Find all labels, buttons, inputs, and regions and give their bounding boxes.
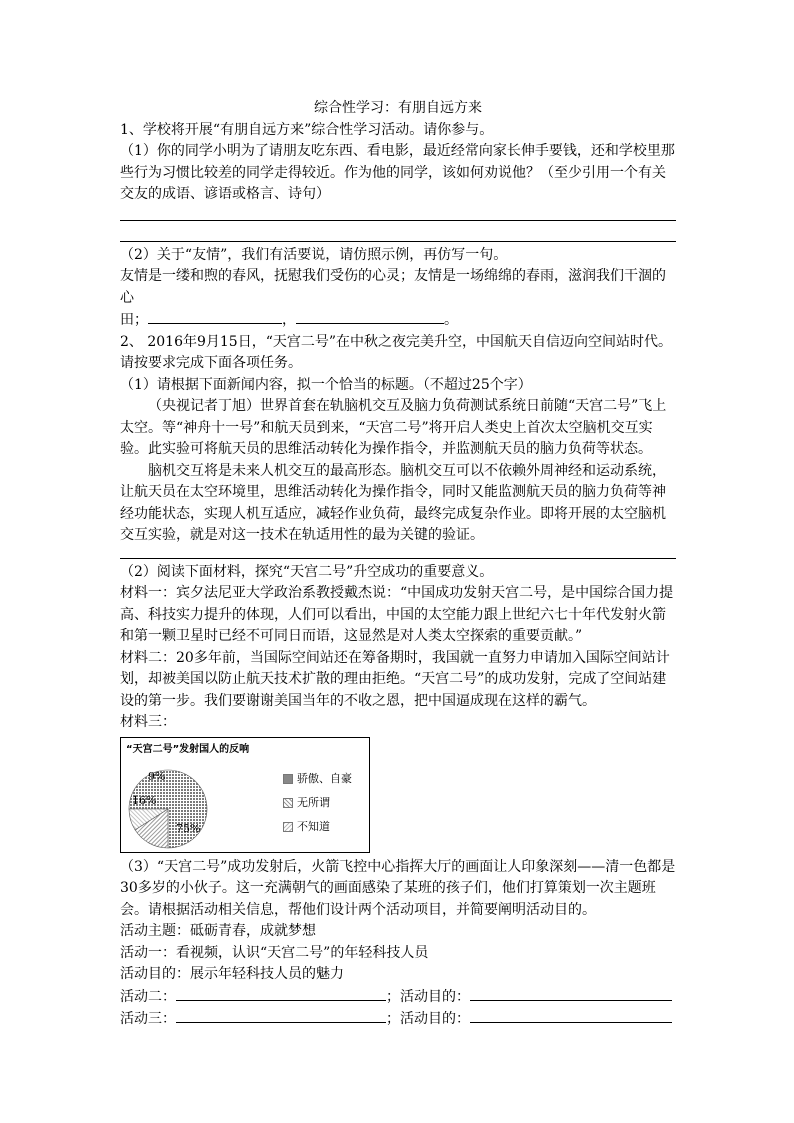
legend-label: 无所谓 [297,795,330,809]
q2-heading: 2、 2016年9月15日，“天宫二号”在中秋之夜完美升空，中国航天自信迈向空间站时代。请按要求完成下面各项任务。 [120,333,673,371]
blank-field[interactable] [148,309,282,324]
activity-1: 活动一：看视频，认识“天宫二号”的年轻科技人员 [120,944,429,961]
q1-heading: 1、学校将开展“有朋自远方来”综合性学习活动。请你参与。 [120,121,494,138]
activity-1-purpose: 活动目的：展示年轻科技人员的魅力 [120,966,344,982]
slice-label: 16% [132,793,157,807]
activity-2-label: 活动二： [120,988,176,1005]
activity-2-row [120,986,676,1009]
worksheet [120,98,676,1031]
chart-legend [283,772,352,844]
activity-2-field[interactable] [176,986,386,1001]
q2-sub3: （3）“天宫二号”成功发射后，火箭飞控中心指挥大厅的画面让人印象深刻——清一色都是30多岁的小伙子。这一充满朝气的画面感染了某班的孩子们，他们打算策划一次主题班会。请根据活动相关信息，帮他们设计两个活动项目，并简要阐明活动目的。 [120,858,676,918]
activity-theme: 活动主题：砥砺青春，成就梦想 [120,923,316,939]
material-2: 材料二：20多年前，当国际空间站还在筹备期时，我国就一直努力申请加入国际空间站计划，却被美国以防止航天技术扩散的理由拒绝。“天宫二号”的成功发射，完成了空间站建设的第一步。我们要谢谢美国当年的不收之恩，把中国逼成现在这样的霸气。 [120,649,670,709]
example-end: 田； [120,312,148,328]
activity-3-row [120,1008,676,1031]
separator: ， [282,312,296,328]
q1-sub2: （2）关于“友情”，我们有活要说，请仿照示例，再仿写一句。 [120,246,508,263]
q2-sub1: （1）请根据下面新闻内容，拟一个恰当的标题。（不超过25个字） [120,376,532,393]
period: 。 [444,312,458,328]
activity-3-label: 活动三： [120,1011,176,1027]
purpose-2-field[interactable] [470,986,672,1001]
slice-label: 9% [148,769,166,783]
purpose-label: ；活动目的： [386,988,470,1005]
chart-title: “天宫二号”发射国人的反响 [126,743,250,755]
legend-item [283,796,352,810]
slice-label: 75% [176,821,201,835]
legend-swatch [283,774,293,784]
legend-label: 不知道 [297,819,330,833]
material-3-label: 材料三： [120,714,176,730]
q2-sub2: （2）阅读下面材料，探究“天宫二号”升空成功的重要意义。 [120,563,494,580]
q1-example: 友情是一缕和煦的春风，抚慰我们受伤的心灵；友情是一场绵绵的春雨，滋润我们干涸的心 [120,268,666,306]
purpose-3-field[interactable] [470,1008,672,1023]
legend-swatch [283,822,293,832]
legend-label: 骄傲、自豪 [297,771,352,785]
purpose-label: ；活动目的： [386,1011,470,1027]
legend-swatch [283,798,293,808]
pie-chart [120,737,370,853]
material-1: 材料一：宾夕法尼亚大学政治系教授戴杰说：“中国成功发射天宫二号，是中国综合国力提高、科技实力提升的体现，人们可以看出，中国的太空能力跟上世纪六七十年代发射火箭和第一颗卫星时已经不可同日而语，这显然是对人类太空探索的重要贡献。” [120,585,674,644]
q1-sub1: （1）你的同学小明为了请朋友吃东西、看电影，最近经常向家长伸手要钱，还和学校里那些行为习惯比较差的同学走得较近。作为他的同学，该如何劝说他？（至少引用一个有关交友的成语、谚语或格言、诗句） [120,143,675,202]
news-paragraph: （央视记者丁旭）世界首套在轨脑机交互及脑力负荷测试系统日前随“天宫二号”飞上太空。等“神舟十一号”和航天员到来，“天宫二号”将开启人类史上首次太空脑机交互实验。此实验可将航天员的思维活动转化为操作指令，并监测航天员的脑力负荷等状态。 [120,398,667,457]
blank-field[interactable] [296,309,444,324]
legend-item [283,772,352,786]
legend-item [283,820,352,834]
activity-3-field[interactable] [176,1008,386,1023]
imitation-line [120,309,676,332]
page-title: 综合性学习：有朋自远方来 [314,100,482,116]
news-paragraph: 脑机交互将是未来人机交互的最高形态。脑机交互可以不依赖外周神经和运动系统，让航天员在太空环境里，思维活动转化为操作指令，同时又能监测航天员的脑力负荷等神经功能状态，实现人机互适应，减轻作业负荷，最终完成复杂作业。即将开展的太空脑机交互实验，就是对这一技术在轨适用性的最为关键的验证。 [120,462,666,543]
